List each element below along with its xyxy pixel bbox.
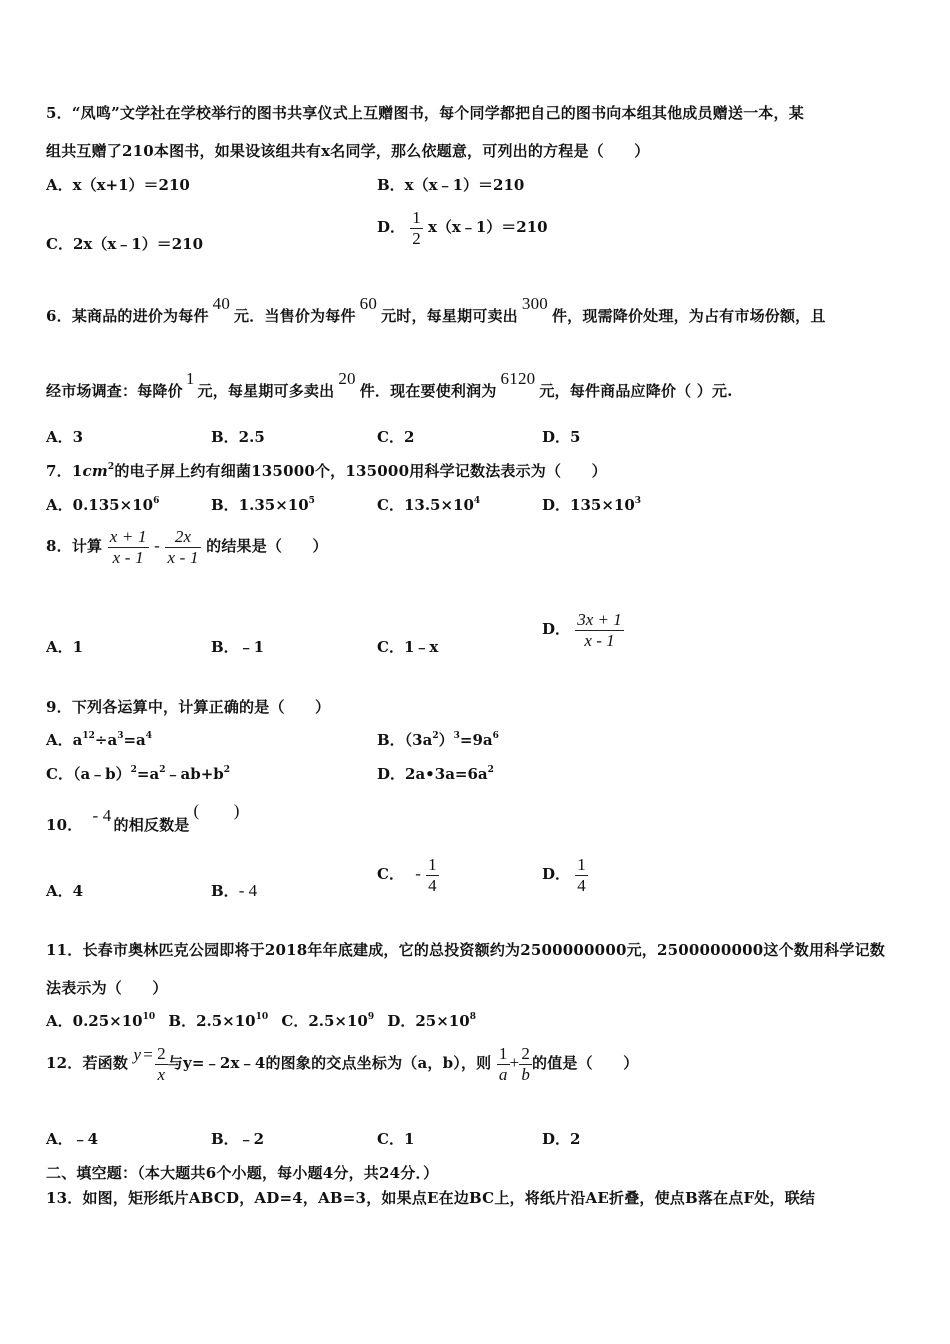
- exponent: 3: [453, 731, 460, 741]
- q6-option-a: A．3: [46, 428, 84, 446]
- q12-plus: +: [509, 1053, 520, 1073]
- q11-stem-line2: 法表示为（ ）: [46, 979, 168, 997]
- q8-stem: [46, 527, 328, 567]
- fraction-numerator: 1: [577, 855, 586, 874]
- q10-option-c-label: C．: [377, 865, 404, 884]
- q6-stem-line2: [46, 369, 733, 401]
- fraction-denominator: a: [498, 1064, 508, 1084]
- q9-option-c-text: =a: [136, 765, 160, 783]
- fraction-numerator: x + 1: [109, 527, 147, 546]
- q9-option-c-text: C．（a﹣b）: [46, 765, 131, 783]
- q10-text: 的相反数是: [113, 816, 190, 834]
- q13-stem: 13．如图，矩形纸片ABCD，AD=4，AB=3，如果点E在边BC上，将纸片沿AE折叠，使点B落在点F处，联结: [46, 1189, 816, 1207]
- exponent: 10: [142, 1012, 156, 1022]
- q6-option-c: C．2: [377, 428, 415, 446]
- q5-option-b: B．x（x﹣1）＝210: [377, 176, 525, 194]
- q6-cost-value: 40: [212, 294, 231, 313]
- q8-text: 的结果是（ ）: [206, 537, 328, 556]
- q7-option-b-exp: 5: [308, 496, 315, 506]
- exponent: 2: [223, 765, 231, 775]
- fraction-denominator: x - 1: [112, 547, 144, 567]
- q12-text: 与y=﹣2x﹣4的图象的交点坐标为（a，b），则: [167, 1054, 492, 1073]
- fraction-numerator: 2x: [165, 527, 200, 548]
- q8-fraction-2: [165, 527, 200, 567]
- fraction-denominator: b: [521, 1064, 531, 1084]
- q7-option-c: [377, 494, 480, 515]
- q9-option-a-text: A．a: [46, 731, 83, 749]
- q10-option-b: [211, 880, 257, 901]
- q6-option-d: D．5: [542, 428, 581, 446]
- q7-option-b: [211, 494, 315, 515]
- q9-stem: 9．下列各运算中，计算正确的是（ ）: [46, 698, 331, 716]
- q11-option-a-base: A．0.25×10: [46, 1012, 143, 1030]
- q9-option-a-text: =a: [123, 731, 146, 749]
- q6-text: 元．当售价为每件: [234, 307, 356, 325]
- q7-stem: [46, 460, 607, 481]
- fraction-numerator: 2: [157, 1044, 166, 1063]
- fraction-denominator: 4: [428, 875, 437, 895]
- q9-option-b-text: =9a: [459, 731, 493, 749]
- q10-stem: [46, 801, 240, 835]
- q6-price-drop-value: 1: [185, 369, 195, 388]
- q9-option-a-text: ÷a: [94, 731, 118, 749]
- fraction-numerator: 1: [498, 1044, 508, 1063]
- q12-option-b: B．﹣2: [211, 1130, 265, 1148]
- q10-option-d: [542, 855, 588, 895]
- exponent: 3: [117, 731, 124, 741]
- q10-option-c: [377, 855, 439, 895]
- fraction-denominator: 2: [412, 228, 421, 248]
- q12-fraction-2: [519, 1044, 532, 1084]
- q6-text: 元，每件商品应降价（ ）元.: [539, 382, 733, 400]
- q5-option-d-label: D．: [377, 218, 406, 237]
- q11-option-c-base: C．2.5×10: [281, 1012, 368, 1030]
- q6-text: 经市场调查：每降价: [46, 382, 183, 400]
- q6-text: 元时，每星期可卖出: [381, 307, 518, 325]
- q5-stem-line2: 组共互赠了210本图书，如果设该组共有x名同学，那么依题意，可列出的方程是（ ）: [46, 142, 650, 160]
- fraction-numerator: 2: [521, 1044, 531, 1063]
- q6-text: 6．某商品的进价为每件: [46, 307, 209, 325]
- q12-option-c: C．1: [377, 1130, 415, 1148]
- q10-number: 10．: [46, 816, 83, 834]
- q12-option-a: A．﹣4: [46, 1130, 99, 1148]
- q7-option-d: [542, 494, 641, 515]
- q7-option-a-base: A．0.135×10: [46, 496, 154, 514]
- exponent: 8: [469, 1012, 476, 1022]
- q10-option-b-value: - 4: [238, 881, 258, 900]
- q7-option-b-base: B．1.35×10: [211, 496, 309, 514]
- q9-option-c-text: ﹣ab+b: [165, 765, 224, 783]
- q6-text: 元，每星期可多卖出: [197, 382, 335, 400]
- q9-option-c: [46, 763, 230, 784]
- q5-option-d: [377, 208, 548, 248]
- q10-option-b-label: B．: [211, 882, 239, 900]
- q11-option-c: [281, 1012, 374, 1030]
- q8-option-c: C．1﹣x: [377, 638, 439, 656]
- q11-option-b: [168, 1012, 268, 1030]
- q8-option-d-label: D．: [542, 620, 571, 639]
- q10-value: - 4: [92, 806, 112, 825]
- exponent: 2: [130, 765, 137, 775]
- q9-option-b-text: B．（3a: [377, 731, 433, 749]
- q7-text: 的电子屏上约有细菌135000个，135000用科学记数法表示为（ ）: [114, 462, 607, 480]
- q11-option-d-base: D．25×10: [387, 1012, 470, 1030]
- q8-text: 8．计算: [46, 537, 103, 556]
- section-heading: 二、填空题：（本大题共6个小题，每小题4分，共24分．）: [46, 1164, 439, 1182]
- q12-option-d: D．2: [542, 1130, 581, 1148]
- fraction-numerator: 1: [412, 208, 421, 227]
- exponent: 6: [492, 731, 499, 741]
- q7-unit-exponent: 2: [107, 462, 115, 472]
- q9-option-a: [46, 729, 152, 750]
- q12-text: 12．若函数: [46, 1054, 129, 1073]
- q8-fraction-1: [108, 527, 149, 567]
- q7-option-c-exp: 4: [473, 496, 481, 506]
- q10-option-a: A．4: [46, 882, 84, 900]
- q8-option-d-fraction: [575, 610, 624, 650]
- q7-text: 7．1: [46, 462, 83, 480]
- q9-option-b: [377, 729, 499, 750]
- exponent: 2: [487, 765, 494, 775]
- q6-extra-sales-value: 20: [338, 369, 356, 388]
- exponent: 12: [82, 731, 95, 741]
- q9-option-d-text: D．2a•3a=6a: [377, 765, 488, 783]
- q5-option-a: A．x（x+1）＝210: [46, 176, 190, 194]
- q8-option-d: [542, 610, 624, 650]
- exponent: 2: [432, 731, 439, 741]
- q11-stem-line1: 11．长春市奥林匹克公园即将于2018年年底建成，它的总投资额约为2500000000元，2500000000这个数用科学记数: [46, 941, 885, 959]
- q9-option-b-text: ）: [438, 731, 454, 749]
- q6-sales-value: 300: [521, 294, 548, 313]
- q7-option-d-base: D．135×10: [542, 496, 635, 514]
- q10-paren: ( ): [193, 801, 240, 820]
- exponent: 10: [255, 1012, 269, 1022]
- q7-option-d-exp: 3: [634, 496, 642, 506]
- q10-option-d-fraction: [575, 855, 588, 895]
- fraction-denominator: x: [157, 1064, 166, 1084]
- fraction-numerator: 3x + 1: [577, 610, 622, 629]
- q12-function-fraction: [155, 1044, 168, 1084]
- q6-text: 件，现需降价处理，为占有市场份额，且: [551, 307, 826, 325]
- q6-profit-value: 6120: [500, 369, 536, 388]
- exponent: 4: [145, 731, 153, 741]
- q12-fraction-1: [497, 1044, 510, 1084]
- exponent: 2: [159, 765, 166, 775]
- fraction-numerator: 1: [428, 855, 437, 874]
- q6-text: 件．现在要使利润为: [359, 382, 497, 400]
- q6-price-value: 60: [359, 294, 378, 313]
- q5-option-d-text: x（x﹣1）＝210: [427, 218, 548, 237]
- q12-text: 的值是（ ）: [532, 1054, 639, 1073]
- q10-option-c-fraction: [426, 855, 439, 895]
- q5-stem-line1: 5．“凤鸣”文学社在学校举行的图书共享仪式上互赠图书，每个同学都把自己的图书向本组其他成员赠送一本，某: [46, 104, 804, 122]
- q8-option-b: B．﹣1: [211, 638, 265, 656]
- q10-option-d-label: D．: [542, 865, 571, 884]
- q5-option-d-fraction: [410, 208, 423, 248]
- q6-option-b: B．2.5: [211, 428, 265, 446]
- q5-option-c: C．2x（x﹣1）＝210: [46, 235, 204, 253]
- fraction-denominator: x - 1: [584, 630, 615, 650]
- q12-y: y: [133, 1045, 142, 1065]
- q9-option-d: [377, 763, 494, 784]
- q7-option-c-base: C．13.5×10: [377, 496, 474, 514]
- q8-option-a: A．1: [46, 638, 84, 656]
- q12-stem: [46, 1044, 638, 1084]
- q11-options: [46, 1010, 476, 1031]
- q8-minus-sign: -: [154, 536, 161, 556]
- exponent: 9: [367, 1012, 375, 1022]
- q11-option-d: [387, 1012, 476, 1030]
- fraction-denominator: x - 1: [167, 547, 199, 567]
- q7-option-a-exp: 6: [153, 496, 160, 506]
- q7-unit: cm: [82, 462, 108, 480]
- q11-option-a: [46, 1012, 155, 1030]
- q6-stem-line1: [46, 294, 826, 326]
- q12-equals: =: [143, 1045, 154, 1065]
- fraction-denominator: 4: [577, 875, 586, 895]
- q7-option-a: [46, 494, 159, 515]
- q11-option-b-base: B．2.5×10: [168, 1012, 256, 1030]
- q10-option-c-sign: -: [415, 864, 421, 884]
